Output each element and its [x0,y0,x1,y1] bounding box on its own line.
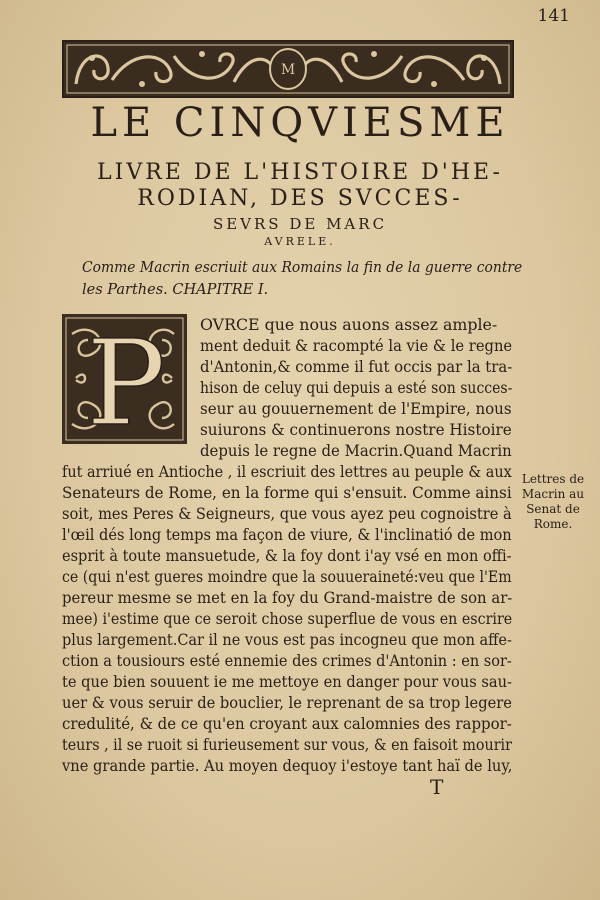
body-line: Senateurs de Rome, en la forme qui s'ensuit. Comme ainsi [62,483,512,502]
page-number: 141 [537,6,570,26]
body-line: seur au gouuernement de l'Empire, nous [200,399,512,418]
body-line: ment deduit & racompté la vie & le regne [200,336,513,355]
body-line: plus largement.Car il ne vous est pas incogneu que mon affe- [62,630,512,649]
body-line: ction a tousiours esté ennemie des crimes d'Antonin : en sor- [62,651,512,670]
drop-cap-letter: P [86,314,166,444]
body-line: mee) i'estime que ce seroit chose superflue de vous en escrire [62,609,513,628]
body-line: depuis le regne de Macrin.Quand Macrin [200,441,512,460]
title-line-3: RODIAN, DES SVCCES- [137,186,463,211]
title-line-2: LIVRE DE L'HISTOIRE D'HE- [97,160,503,185]
body-line: hison de celuy qui depuis a esté son succes- [200,378,513,397]
chapter-subtitle-line-1: Comme Macrin escriuit aux Romains la fin de la guerre contre [82,260,523,276]
body-line: credulité, & de ce qu'en croyant aux calomnies des rappor- [62,714,512,733]
margin-note-line: Lettres de [521,472,585,486]
body-line: fut arriué en Antioche , il escriuit des lettres au peuple & aux [62,462,512,481]
body-line: pereur mesme se met en la foy du Grand-maistre de son ar- [62,588,513,607]
body-line: soit, mes Peres & Seigneurs, que vous ayez peu cognoistre à [62,504,512,523]
body-line: l'œil dés long temps ma façon de viure, & l'inclinatió de mon [62,525,512,544]
title-line-5: AVRELE. [264,235,336,248]
body-line: suiurons & continuerons nostre Histoire [200,420,512,439]
body-line: ce (qui n'est gueres moindre que la souueraineté:veu que l'Em [62,567,512,586]
body-line: teurs , il se ruoit si furieusement sur vous, & en faisoit mourir [62,735,512,754]
title-line-1: LE CINQVIESME [90,100,510,146]
title-line-4: SEVRS DE MARC [212,215,388,233]
margin-note-line: Senat de [526,502,580,516]
headpiece-letter: M [280,62,296,78]
body-line: d'Antonin,& comme il fut occis par la tra- [200,357,513,376]
body-line: OVRCE que nous auons assez ample- [200,315,498,334]
body-line: esprit à toute mansuetude, & la foy dont i'ay vsé en mon offi- [62,546,512,565]
body-line: te que bien souuent ie me mettoye en danger pour vous sau- [62,672,512,691]
body-line: uer & vous seruir de bouclier, le reprenant de sa trop legere [62,693,512,712]
margin-note-line: Macrin au [521,487,585,501]
body-line: vne grande partie. Au moyen dequoy i'estoye tant haï de luy, [62,756,513,775]
signature-mark: T [430,775,444,799]
ornamental-drop-cap [62,314,187,444]
ornamental-headpiece [62,40,514,98]
margin-note-line: Rome. [533,517,573,531]
chapter-subtitle-line-2: les Parthes. CHAPITRE I. [82,282,269,298]
